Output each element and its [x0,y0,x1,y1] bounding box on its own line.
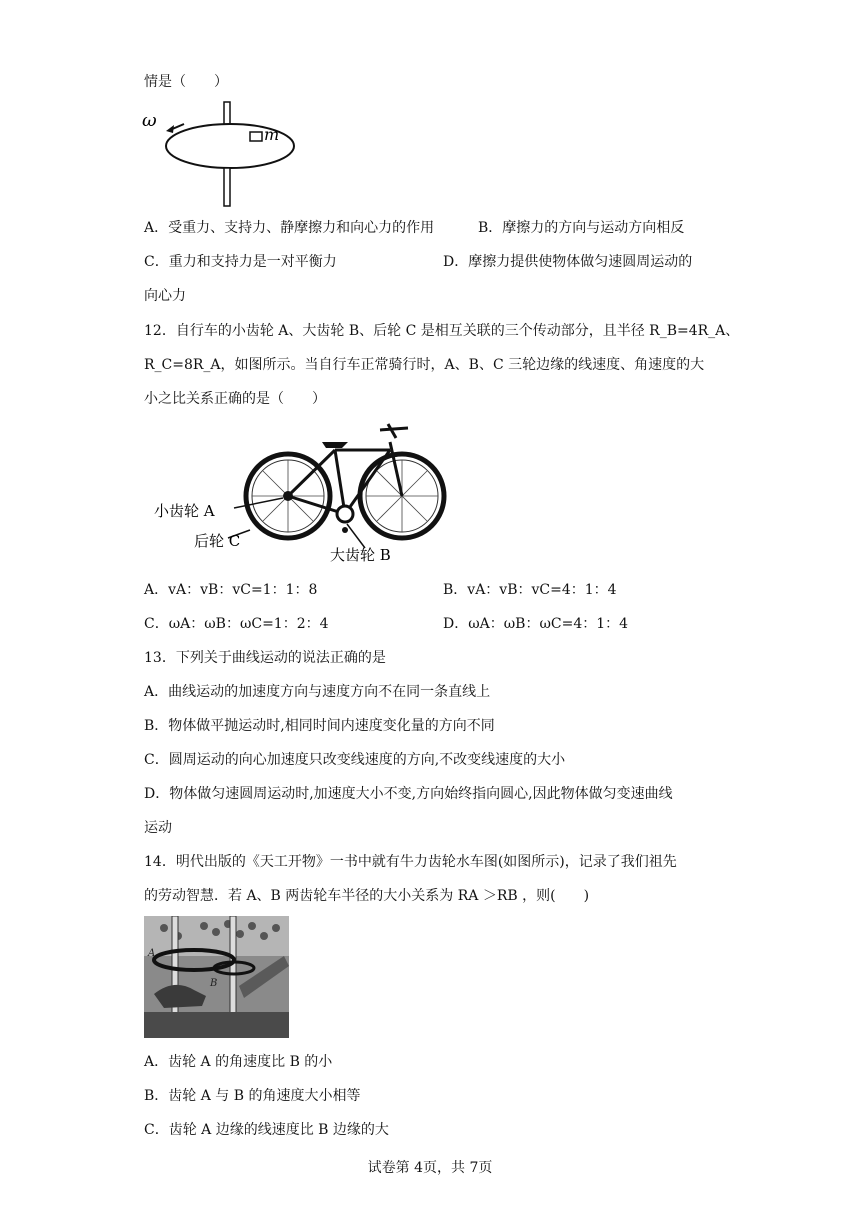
pedal [342,527,348,533]
omega-label: ω [142,110,157,131]
q14-option-a: A．齿轮 A 的角速度比 B 的小 [144,1054,333,1070]
q13-option-c: C．圆周运动的向心加速度只改变线速度的方向,不改变线速度的大小 [144,752,566,768]
q12-stem-line3: 小之比关系正确的是（ ） [144,391,326,407]
arrowhead-icon [166,125,174,133]
q13-option-d-cont: 运动 [144,820,172,836]
q12-stem-line1: 12．自行车的小齿轮 A、大齿轮 B、后轮 C 是相互关联的三个传动部分，且半径 R_B=4R_A、 [144,323,740,339]
q13-stem: 13．下列关于曲线运动的说法正确的是 [144,650,386,666]
gear-a-label: A [148,948,156,959]
q11-option-a: A．受重力、支持力、静摩擦力和向心力的作用 [144,220,435,236]
big-gear [337,506,353,522]
q14-option-b: B．齿轮 A 与 B 的角速度大小相等 [144,1088,361,1104]
q14-option-c: C．齿轮 A 边缘的线速度比 B 边缘的大 [144,1122,389,1138]
handlebar-icon [380,424,408,438]
q11-option-c: C．重力和支持力是一对平衡力 [144,254,337,270]
bike-frame [288,442,402,514]
small-gear [283,491,293,501]
q12-option-d: D．ωA：ωB：ωC=4：1：4 [443,616,629,632]
page-footer: 试卷第 4页，共 7页 [367,1160,493,1176]
water [144,1012,289,1038]
gear-b-label: B [210,978,218,989]
waterwheel-illustration [144,916,289,1038]
q13-option-d: D．物体做匀速圆周运动时,加速度大小不变,方向始终指向圆心,因此物体做匀变速曲线 [144,786,673,802]
q11-stem-tail: 情是（ ） [144,74,228,90]
q13-option-a: A．曲线运动的加速度方向与速度方向不在同一条直线上 [144,684,491,700]
q12-stem-line2: R_C=8R_A，如图所示。当自行车正常骑行时，A、B、C 三轮边缘的线速度、角速度的大 [144,357,705,373]
small-gear-label: 小齿轮 A [154,502,215,520]
rear-wheel-label: 后轮 C [194,532,241,550]
q14-stem-line2: 的劳动智慧．若 A、B 两齿轮车半径的大小关系为 RA ＞RB ，则( ) [144,888,590,904]
axle-bottom [224,168,230,206]
q12-option-b: B．vA：vB：vC=4：1：4 [443,582,617,598]
rotating-disk-figure [140,98,300,210]
small-gear-leader [234,498,283,508]
q14-stem-line1: 14．明代出版的《天工开物》一书中就有牛力齿轮水车图(如图所示)，记录了我们祖先 [144,854,677,870]
q11-option-b: B．摩擦力的方向与运动方向相反 [478,220,685,236]
q12-option-c: C．ωA：ωB：ωC=1：2：4 [144,616,329,632]
q13-option-b: B．物体做平抛运动时,相同时间内速度变化量的方向不同 [144,718,495,734]
bicycle-figure [150,420,450,570]
q11-option-d-cont: 向心力 [144,288,186,304]
q11-option-d: D．摩擦力提供使物体做匀速圆周运动的 [443,254,693,270]
big-gear-label: 大齿轮 B [330,546,391,564]
saddle-icon [322,442,348,448]
big-gear-leader [347,524,365,548]
q12-option-a: A．vA：vB：vC=1：1：8 [144,582,318,598]
mass-label: m [264,125,280,144]
mass-block [250,132,262,141]
